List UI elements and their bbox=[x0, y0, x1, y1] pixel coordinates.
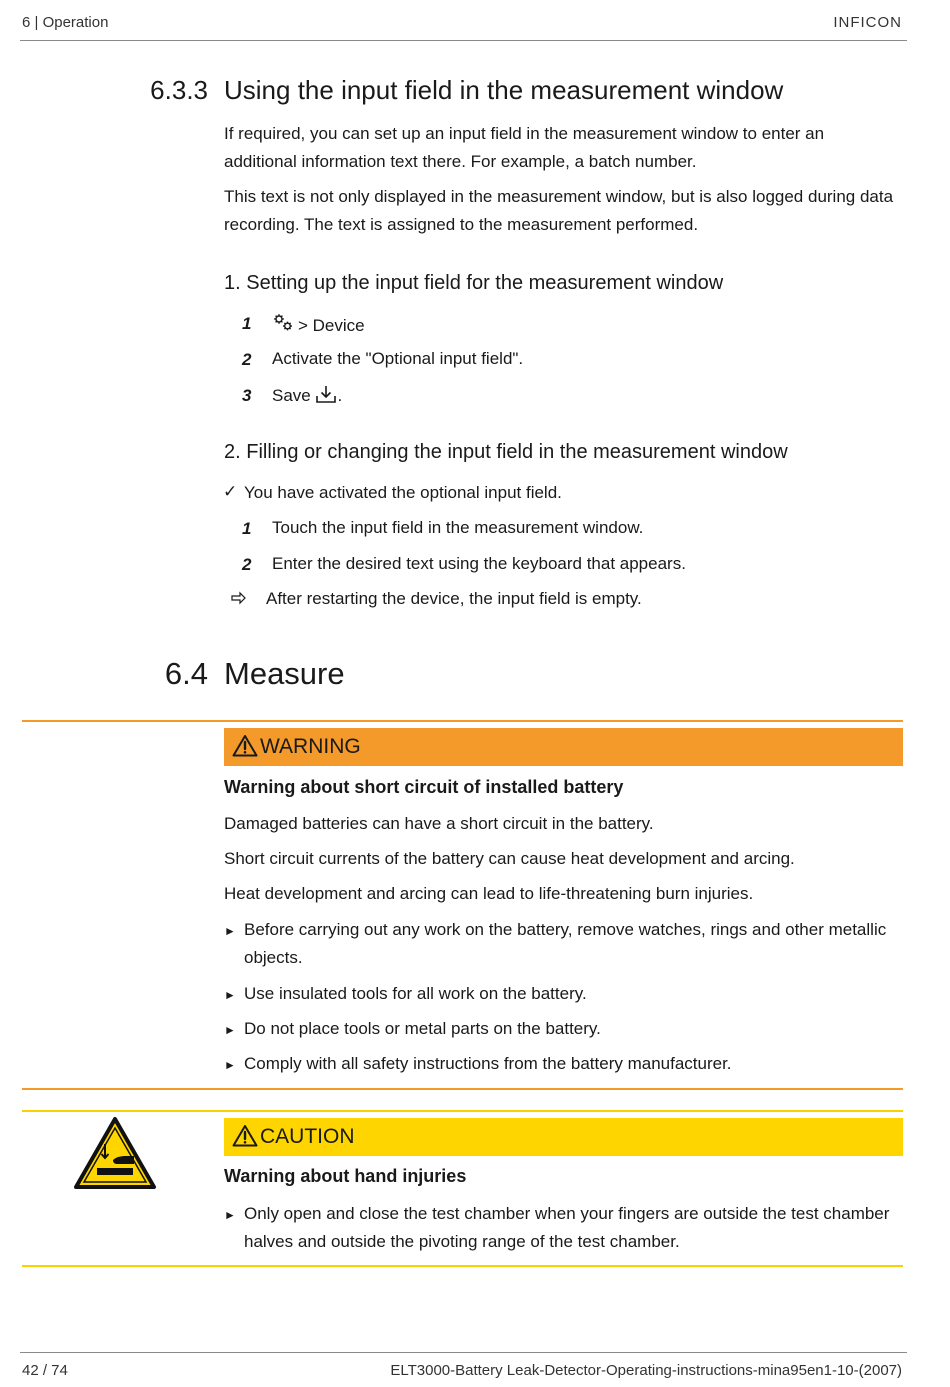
setup-step-2-text: Activate the "Optional input field". bbox=[272, 349, 524, 368]
bullet-arrow-icon: ► bbox=[224, 1023, 236, 1037]
gears-icon bbox=[272, 313, 294, 338]
fill-heading: 2. Filling or changing the input field in the measurement window bbox=[224, 441, 788, 463]
setup-step-3 bbox=[272, 384, 342, 409]
warning-top-rule bbox=[22, 720, 903, 722]
footer-divider bbox=[20, 1352, 907, 1353]
save-icon bbox=[315, 384, 337, 409]
caution-banner bbox=[224, 1118, 903, 1156]
setup-step-1-text: > Device bbox=[298, 316, 365, 335]
caution-bottom-rule bbox=[22, 1265, 903, 1267]
bullet-arrow-icon: ► bbox=[224, 1208, 236, 1222]
result-arrow-icon bbox=[231, 591, 247, 610]
warning-label: WARNING bbox=[260, 735, 361, 758]
section-number: 6.3.3 bbox=[150, 75, 208, 105]
header-divider bbox=[20, 40, 907, 41]
section-title: Measure bbox=[224, 656, 345, 691]
result-text: After restarting the device, the input field is empty. bbox=[266, 589, 642, 608]
warning-bullet: Do not place tools or metal parts on the battery. bbox=[244, 1019, 601, 1038]
header-brand: INFICON bbox=[833, 14, 902, 31]
warning-bullet: Before carrying out any work on the battery, remove watches, rings and other metallic objects. bbox=[244, 920, 887, 967]
logging-paragraph: This text is not only displayed in the measurement window, but is also logged during data recording. The text is assigned to the measurement performed. bbox=[224, 187, 894, 234]
warning-bullet: Use insulated tools for all work on the battery. bbox=[244, 984, 587, 1003]
caution-bullet: Only open and close the test chamber when your fingers are outside the test chamber halves and outside the pivoting range of the test chamber. bbox=[244, 1204, 890, 1251]
setup-step-3-period: . bbox=[337, 386, 343, 405]
warning-bullet: Comply with all safety instructions from the battery manufacturer. bbox=[244, 1054, 732, 1073]
caution-top-rule bbox=[22, 1110, 903, 1112]
hand-injury-hazard-icon bbox=[73, 1116, 157, 1195]
warning-line: Heat development and arcing can lead to life-threatening burn injuries. bbox=[224, 884, 754, 903]
step-number: 1 bbox=[242, 314, 252, 333]
step-number: 1 bbox=[242, 519, 252, 538]
warning-line: Short circuit currents of the battery can cause heat development and arcing. bbox=[224, 849, 795, 868]
bullet-arrow-icon: ► bbox=[224, 988, 236, 1002]
setup-heading: 1. Setting up the input field for the measurement window bbox=[224, 272, 724, 294]
page-number: 42 / 74 bbox=[22, 1362, 68, 1379]
bullet-arrow-icon: ► bbox=[224, 924, 236, 938]
check-icon: ✓ bbox=[223, 482, 238, 501]
caution-label: CAUTION bbox=[260, 1125, 355, 1148]
step-number: 3 bbox=[242, 386, 252, 405]
warning-line: Damaged batteries can have a short circuit in the battery. bbox=[224, 814, 654, 833]
setup-step-1 bbox=[272, 313, 365, 338]
prerequisite-text: You have activated the optional input field. bbox=[244, 483, 562, 502]
warning-heading: Warning about short circuit of installed battery bbox=[224, 777, 624, 797]
caution-triangle-icon bbox=[232, 1124, 258, 1152]
bullet-arrow-icon: ► bbox=[224, 1058, 236, 1072]
fill-step-2-text: Enter the desired text using the keyboard that appears. bbox=[272, 554, 686, 573]
caution-heading: Warning about hand injuries bbox=[224, 1166, 467, 1186]
setup-step-3-text: Save bbox=[272, 386, 311, 405]
warning-banner bbox=[224, 728, 903, 766]
document-id: ELT3000-Battery Leak-Detector-Operating-instructions-mina95en1-10-(2007) bbox=[390, 1362, 902, 1379]
step-number: 2 bbox=[242, 555, 252, 574]
warning-bottom-rule bbox=[22, 1088, 903, 1090]
intro-paragraph: If required, you can set up an input field in the measurement window to enter an additional information text there. For example, a batch number. bbox=[224, 124, 825, 171]
header-chapter: 6 | Operation bbox=[22, 14, 109, 31]
section-title: Using the input field in the measurement window bbox=[224, 75, 784, 105]
section-number: 6.4 bbox=[164, 656, 208, 691]
warning-triangle-icon bbox=[232, 734, 258, 762]
fill-step-1-text: Touch the input field in the measurement window. bbox=[272, 518, 644, 537]
step-number: 2 bbox=[242, 350, 252, 369]
